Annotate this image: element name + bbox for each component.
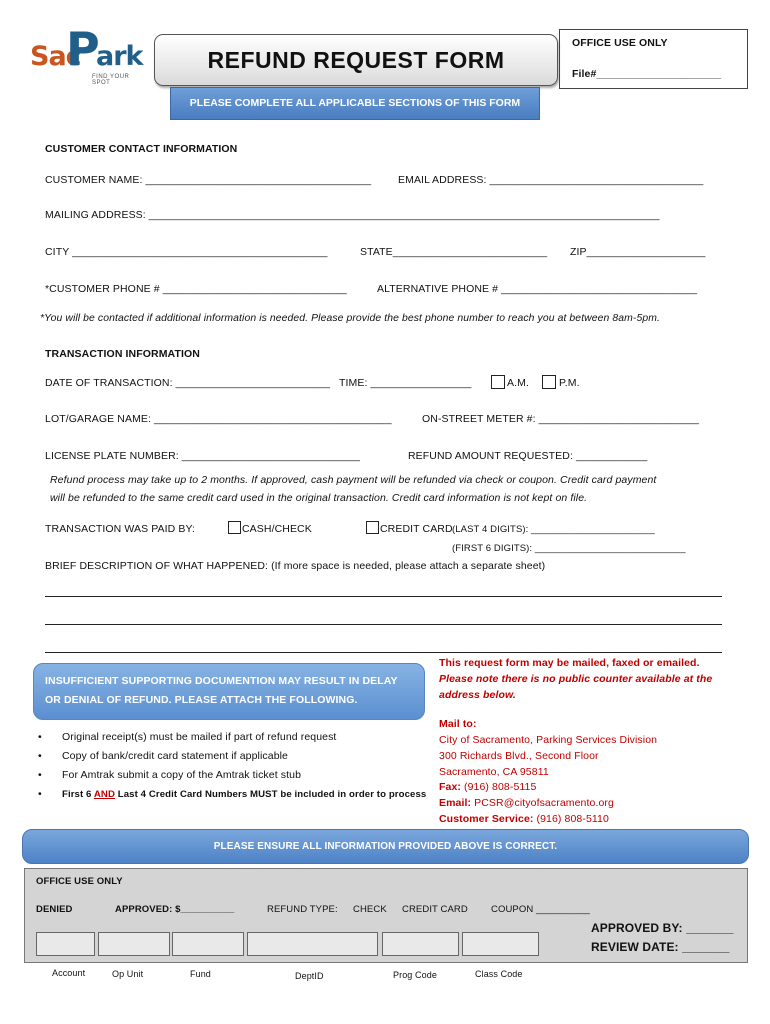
credit-card-checkbox[interactable] xyxy=(366,521,379,534)
refund-type-coupon[interactable]: COUPON __________ xyxy=(491,904,590,915)
logo-tagline: FIND YOUR SPOT xyxy=(92,74,130,86)
refund-note-line-1: Refund process may take up to 2 months. If approved, cash payment will be refunded via check or coupon. Credit card payment xyxy=(50,474,657,486)
cash-check-checkbox[interactable] xyxy=(228,521,241,534)
review-date-field[interactable]: REVIEW DATE: _______ xyxy=(591,940,730,954)
customer-service-label: Customer Service: xyxy=(439,813,534,825)
am-checkbox[interactable] xyxy=(491,375,505,389)
pm-checkbox[interactable] xyxy=(542,375,556,389)
bullet-item: For Amtrak submit a copy of the Amtrak ticket stub xyxy=(62,769,302,781)
lot-garage-field[interactable]: LOT/GARAGE NAME: ________________________________________ xyxy=(45,413,392,425)
dept-id-cell[interactable] xyxy=(247,932,378,956)
logo-text-ark: ark xyxy=(96,41,143,72)
address-line-2: 300 Richards Blvd., Second Floor xyxy=(439,750,599,762)
email-line xyxy=(439,797,614,810)
office-bottom-heading: OFFICE USE ONLY xyxy=(36,876,123,887)
op-unit-label: Op Unit xyxy=(112,969,144,979)
prog-code-label: Prog Code xyxy=(393,970,437,980)
bullet-item: Copy of bank/credit card statement if applicable xyxy=(62,750,289,762)
form-title: REFUND REQUEST FORM xyxy=(207,47,505,73)
bullet4-and: AND xyxy=(93,789,115,800)
credit-card-label: CREDIT CARD xyxy=(380,523,453,535)
mail-info-line-2: Please note there is no public counter available at the xyxy=(439,673,713,685)
refund-type-label: REFUND TYPE: xyxy=(267,904,338,915)
logo-text-p: P xyxy=(66,22,100,76)
am-label: A.M. xyxy=(507,377,529,389)
license-plate-field[interactable]: LICENSE PLATE NUMBER: ______________________________ xyxy=(45,450,360,462)
refund-amount-field[interactable]: REFUND AMOUNT REQUESTED: ____________ xyxy=(408,450,648,462)
approved-amount-field[interactable]: APPROVED: $__________ xyxy=(115,904,235,915)
refund-type-check[interactable]: CHECK xyxy=(353,904,387,915)
cash-check-label: CASH/CHECK xyxy=(242,523,312,535)
zip-field[interactable]: ZIP____________________ xyxy=(570,246,706,258)
fax-line xyxy=(439,781,536,794)
account-cell[interactable] xyxy=(36,932,95,956)
fax-label: Fax: xyxy=(439,781,461,793)
logo-text-sac: Sac xyxy=(30,41,81,72)
fax-number: (916) 808-5115 xyxy=(461,781,537,793)
bullet-dot: • xyxy=(38,769,42,781)
mailing-address-field[interactable]: MAILING ADDRESS: ______________________________________________________________________________________ xyxy=(45,209,660,221)
form-title-box xyxy=(154,34,558,86)
address-line-1: City of Sacramento, Parking Services Division xyxy=(439,734,658,746)
fund-cell[interactable] xyxy=(172,932,244,956)
transaction-heading: TRANSACTION INFORMATION xyxy=(45,348,200,360)
refund-type-credit-card[interactable]: CREDIT CARD xyxy=(402,904,468,915)
customer-phone-field[interactable]: *CUSTOMER PHONE # _______________________________ xyxy=(45,283,347,295)
description-line-1[interactable] xyxy=(45,596,722,597)
contact-heading: CUSTOMER CONTACT INFORMATION xyxy=(45,143,238,155)
description-line-2[interactable] xyxy=(45,624,722,625)
ensure-correct-banner xyxy=(22,829,749,864)
complete-sections-banner: PLEASE COMPLETE ALL APPLICABLE SECTIONS OF THIS FORM xyxy=(170,87,540,120)
last-4-digits-field[interactable]: (LAST 4 DIGITS): _______________________ xyxy=(452,524,655,535)
ensure-text: PLEASE ENSURE ALL INFORMATION PROVIDED ABOVE IS CORRECT. xyxy=(213,841,558,852)
mail-to-label: Mail to: xyxy=(439,718,477,730)
pm-label: P.M. xyxy=(559,377,580,389)
brief-description-label: BRIEF DESCRIPTION OF WHAT HAPPENED: (If more space is needed, please attach a separate sheet) xyxy=(45,560,546,572)
refund-note-line-2: will be refunded to the same credit card used in the original transaction. Credit card information is not kept on file. xyxy=(50,492,588,504)
city-field[interactable]: CITY ___________________________________________ xyxy=(45,246,328,258)
account-label: Account xyxy=(52,968,86,978)
denied-label[interactable]: DENIED xyxy=(36,904,73,915)
prog-code-cell[interactable] xyxy=(382,932,459,956)
mail-info-line-3: address below. xyxy=(439,689,516,701)
email-label: Email: xyxy=(439,797,472,809)
meter-number-field[interactable]: ON-STREET METER #: ___________________________ xyxy=(422,413,700,425)
office-use-box xyxy=(559,29,748,89)
bullet-item-credit-digits xyxy=(62,788,426,801)
transaction-date-field[interactable]: DATE OF TRANSACTION: __________________________ xyxy=(45,377,331,389)
insufficient-line-2: OR DENIAL OF REFUND. PLEASE ATTACH THE FOLLOWING. xyxy=(45,694,358,706)
op-unit-cell[interactable] xyxy=(98,932,170,956)
email-address-link[interactable]: PCSR@cityofsacramento.org xyxy=(471,797,614,809)
class-code-cell[interactable] xyxy=(462,932,539,956)
state-field[interactable]: STATE__________________________ xyxy=(360,246,548,258)
file-number-field[interactable]: File#_____________________ xyxy=(572,68,722,80)
bullet-dot: • xyxy=(38,731,42,743)
bullet-dot: • xyxy=(38,788,42,800)
bullet4-post: Last 4 Credit Card Numbers MUST be included in order to process xyxy=(115,789,427,800)
fund-label: Fund xyxy=(190,969,211,979)
customer-service-number: (916) 808-5110 xyxy=(533,813,609,825)
sacpark-logo xyxy=(30,22,148,86)
class-code-label: Class Code xyxy=(475,969,523,979)
dept-id-label: DeptID xyxy=(295,971,324,981)
bullet-dot: • xyxy=(38,750,42,762)
paid-by-label: TRANSACTION WAS PAID BY: xyxy=(45,523,196,535)
bullet4-pre: First 6 xyxy=(62,789,94,800)
alternative-phone-field[interactable]: ALTERNATIVE PHONE # _________________________________ xyxy=(377,283,698,295)
office-use-heading: OFFICE USE ONLY xyxy=(572,37,668,49)
insufficient-line-1: INSUFFICIENT SUPPORTING DOCUMENTION MAY RESULT IN DELAY xyxy=(45,675,398,687)
description-line-3[interactable] xyxy=(45,652,722,653)
approved-by-field[interactable]: APPROVED BY: _______ xyxy=(591,921,734,935)
mail-info-line-1: This request form may be mailed, faxed or emailed. xyxy=(439,657,700,669)
insufficient-documentation-banner xyxy=(33,663,425,720)
bullet-item: Original receipt(s) must be mailed if part of refund request xyxy=(62,731,337,743)
contact-note: *You will be contacted if additional information is needed. Please provide the best phone number to reach you at between 8am-5pm. xyxy=(40,313,660,324)
customer-service-line xyxy=(439,813,609,826)
transaction-time-field[interactable]: TIME: _________________ xyxy=(339,377,472,389)
email-address-field[interactable]: EMAIL ADDRESS: ____________________________________ xyxy=(398,174,704,186)
first-6-digits-field[interactable]: (FIRST 6 DIGITS): ____________________________ xyxy=(452,543,686,554)
address-line-3: Sacramento, CA 95811 xyxy=(439,766,549,778)
customer-name-field[interactable]: CUSTOMER NAME: ______________________________________ xyxy=(45,174,372,186)
